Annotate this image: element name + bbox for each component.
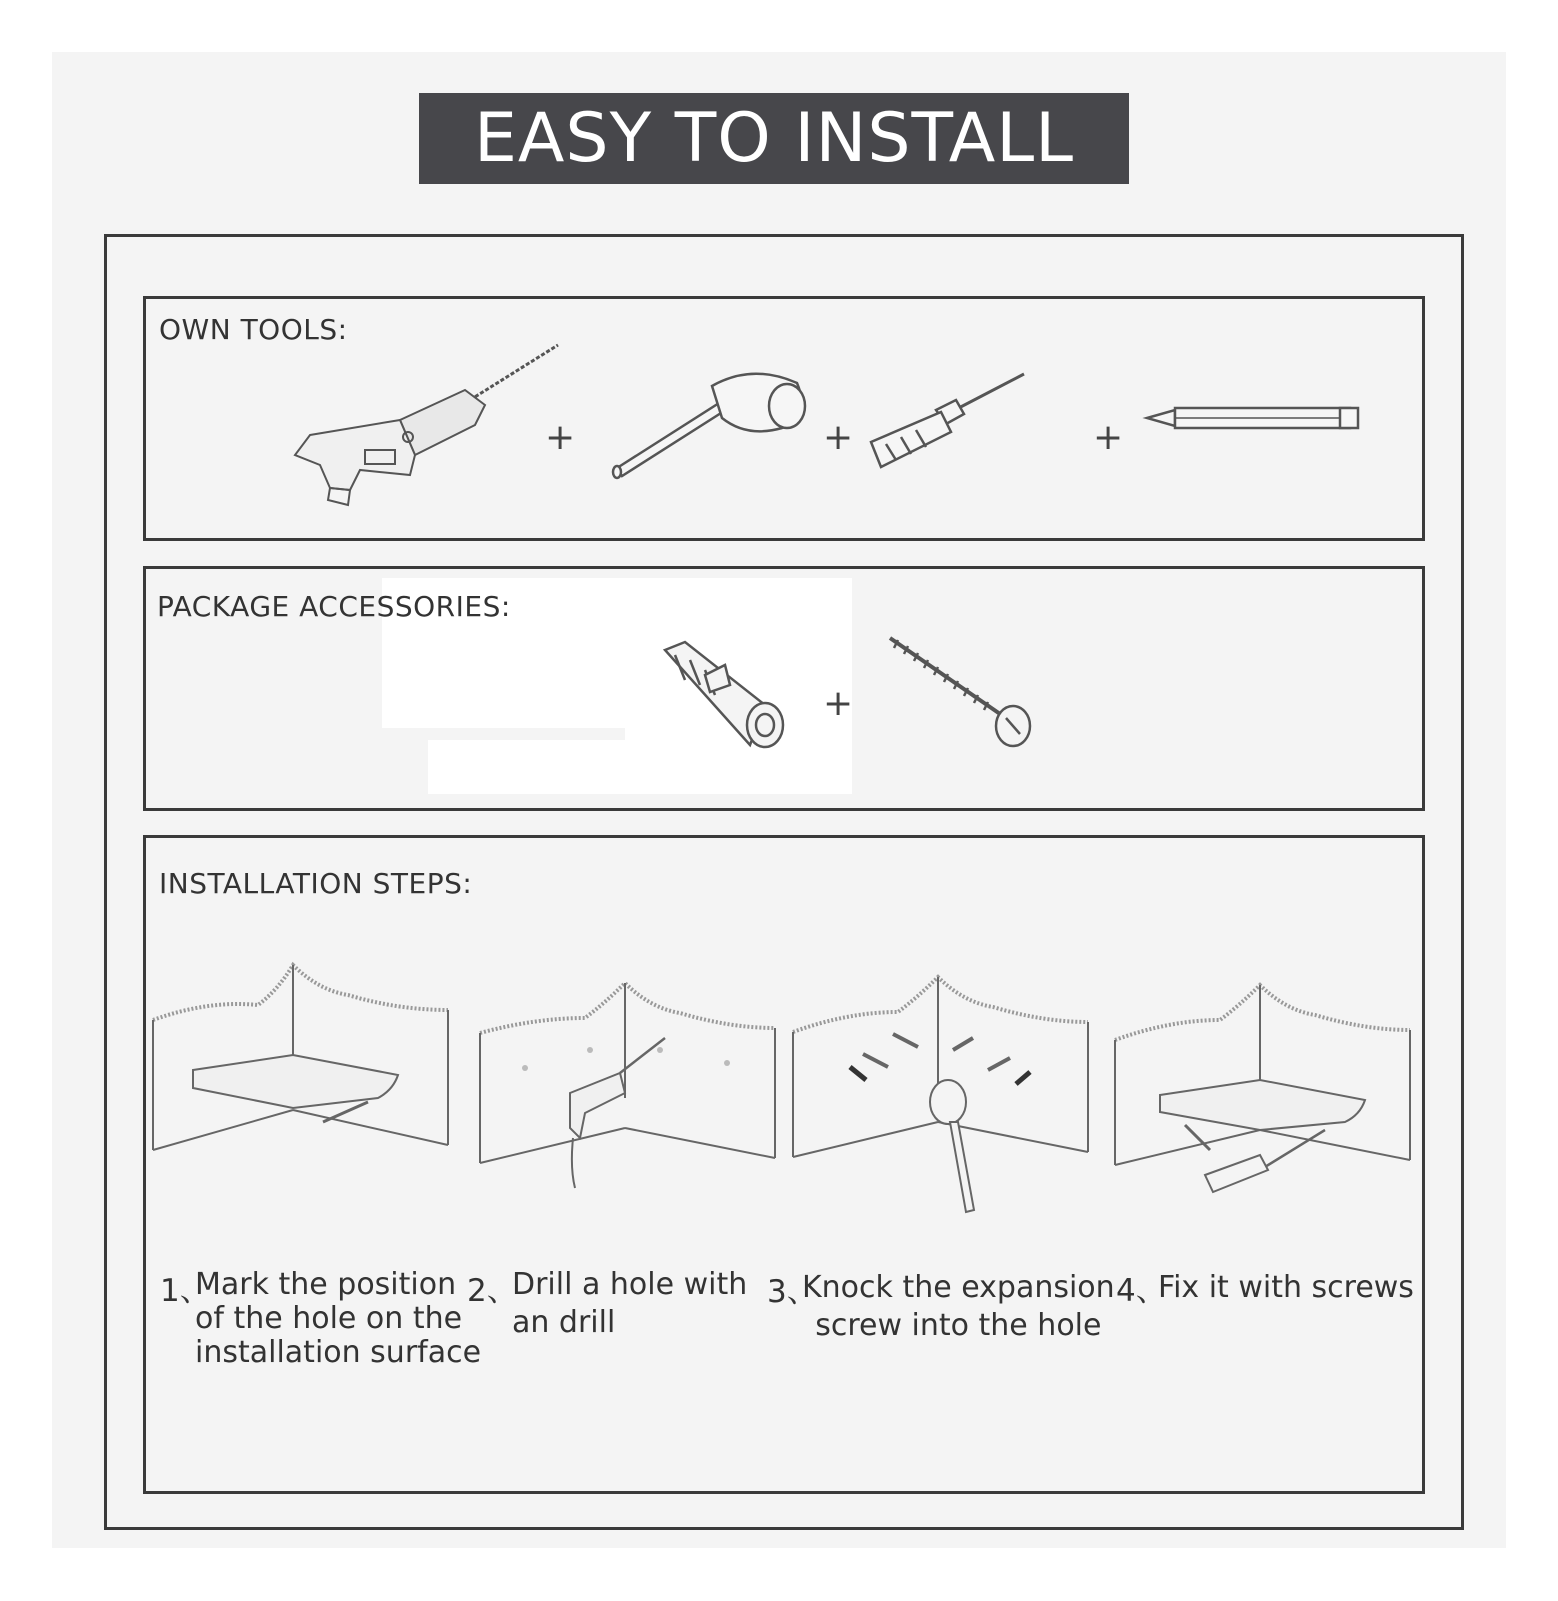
step-2-illustration: [475, 978, 785, 1208]
step-1-illustration: [148, 960, 458, 1180]
own-tools-title: OWN TOOLS:: [159, 313, 348, 346]
banner-title: EASY TO INSTALL: [419, 93, 1129, 184]
screw-icon: [888, 636, 1048, 756]
step-1-number: 1、: [160, 1273, 211, 1309]
step-1-text: [195, 1268, 481, 1370]
step-3-text: [802, 1271, 1115, 1343]
plus-sign: +: [545, 417, 576, 458]
step-4-illustration: [1110, 980, 1420, 1210]
step-4-text: [1158, 1271, 1414, 1305]
plus-sign: +: [1093, 417, 1124, 458]
screwdriver-icon: [866, 372, 1036, 482]
step-2-text: [512, 1268, 747, 1340]
plus-sign: +: [823, 683, 854, 724]
step-2-line-1: Drill a hole with: [512, 1267, 748, 1302]
electric-drill-icon: [290, 340, 580, 510]
plus-sign: +: [823, 417, 854, 458]
step-2-number: 2、: [467, 1273, 518, 1309]
step-3-line-2: screw into the hole: [815, 1308, 1102, 1343]
hammer-icon: [612, 368, 812, 478]
wall-anchor-icon: [655, 640, 795, 760]
step-1-line-1: Mark the position: [195, 1267, 457, 1302]
pencil-icon: [1145, 400, 1365, 440]
step-3-number: 3、: [767, 1274, 818, 1310]
step-4-line-1: Fix it with screws: [1158, 1270, 1414, 1305]
step-3-illustration: [788, 972, 1098, 1222]
step-1-line-3: installation surface: [195, 1335, 482, 1370]
package-accessories-title: PACKAGE ACCESSORIES:: [157, 590, 511, 623]
step-1-line-2: of the hole on the: [195, 1301, 463, 1336]
step-3-line-1: Knock the expansion: [802, 1270, 1115, 1305]
installation-steps-title: INSTALLATION STEPS:: [159, 867, 473, 900]
step-2-line-2: an drill: [512, 1305, 616, 1340]
step-4-number: 4、: [1116, 1273, 1167, 1309]
